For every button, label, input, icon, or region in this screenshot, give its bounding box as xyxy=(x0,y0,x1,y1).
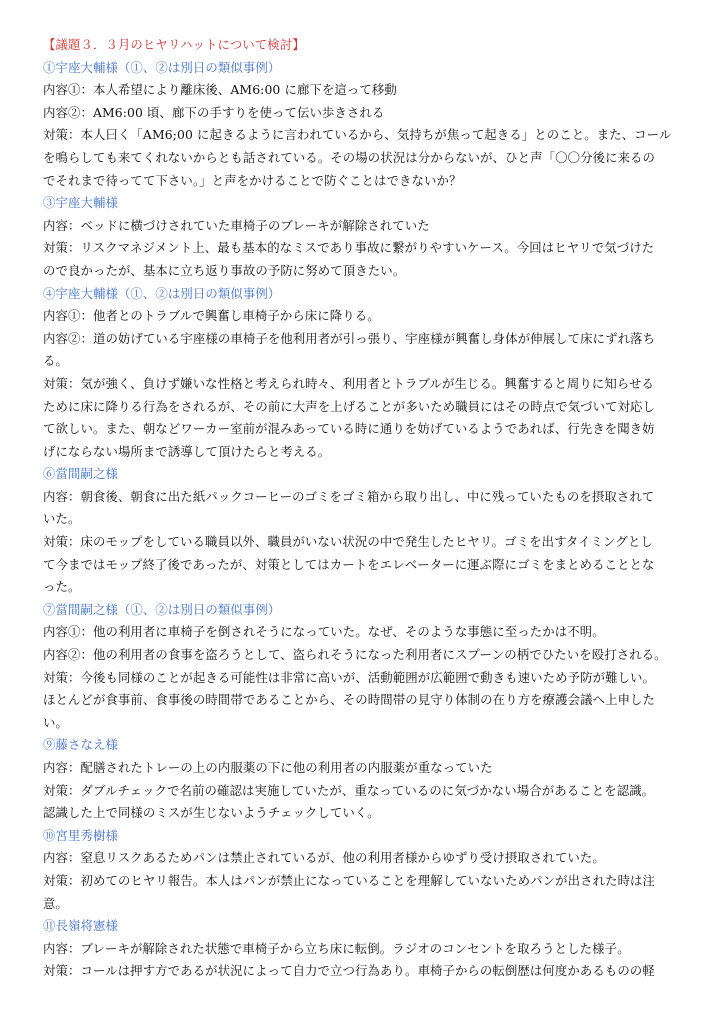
section-line: 認識した上で同様のミスが生じないようチェックしていく。 xyxy=(43,805,380,821)
section-heading: ⑪長嶺将憲様 xyxy=(43,918,118,934)
section-heading: ①宇座大輔様（①、②は別日の類似事例） xyxy=(43,59,281,75)
section-line: 内容②：他の利用者の食事を盗ろうとして、盗られそうになった利用者にスプーンの柄でひたいを殴打される。 xyxy=(43,647,667,663)
section xyxy=(43,463,685,599)
section-line: いた。 xyxy=(43,511,81,527)
section-line: 対策：今後も同様のことが起きる可能性は非常に高いが、活動範囲が広範囲で動きも速いため予防が難しい。 xyxy=(43,669,656,685)
section-line: 意。 xyxy=(43,895,68,911)
section-line: げにならない場所まで誘導して頂けたらと考える。 xyxy=(43,443,331,459)
section-line: 内容：ベッドに横づけされていた車椅子のブレーキが解除されていた xyxy=(43,217,430,233)
section-line: った。 xyxy=(43,579,81,595)
section-line: 対策：気が強く、負けず嫌いな性格と考えられ時々、利用者とトラブルが生じる。興奮すると周りに知らせる xyxy=(43,375,654,391)
section-heading: ⑦當間嗣之様（①、②は別日の類似事例） xyxy=(43,601,281,617)
section xyxy=(43,599,685,735)
section-line: ので良かったが、基本に立ち返り事故の予防に努めて頂きたい。 xyxy=(43,262,406,278)
section-line: 内容：朝食後、朝食に出た紙パックコーヒーのゴミをゴミ箱から取り出し、中に残っていたものを摂取されて xyxy=(43,488,655,504)
section xyxy=(43,734,685,824)
section-line: 対策：本人曰く「AM6;00 に起きるように言われているから、気持ちが焦って起きる」とのこと。また、コール xyxy=(43,127,672,143)
document-title: 【議題３．３月のヒヤリハットについて検討】 xyxy=(43,37,305,52)
section-line: 対策：リスクマネジメント上、最も基本的なミスであり事故に繋がりやすいケース。今回はヒヤリで気づけた xyxy=(43,240,655,256)
section-line: 内容②：AM6:00 頃、廊下の手すりを使って伝い歩きされる xyxy=(43,104,385,120)
section-heading: ⑥當間嗣之様 xyxy=(43,466,118,482)
section xyxy=(43,192,685,282)
section-line: 内容：配膳されたトレーの上の内服薬の下に他の利用者の内服薬が重なっていた xyxy=(43,760,493,775)
section-line: て今まではモップ終了後であったが、対策としてはカートをエレベーターに運ぶ際にゴミをまとめることとな xyxy=(43,556,655,572)
section-heading: ④宇座大輔様（①、②は別日の類似事例） xyxy=(43,285,281,301)
section xyxy=(43,57,685,193)
section-heading: ③宇座大輔様 xyxy=(43,195,118,211)
section-line: て欲しい。また、朝などワーカー室前が混みあっている時に通りを妨げているようであれば、行先きを聞き妨 xyxy=(43,421,655,437)
section-line: 内容①：他の利用者に車椅子を倒されそうになっていた。なぜ、そのような事態に至ったかは不明。 xyxy=(43,624,605,640)
document-page xyxy=(43,34,685,983)
section-line: 対策：初めてのヒヤリ報告。本人はパンが禁止になっていることを理解していないためパンが出された時は注 xyxy=(43,872,656,888)
section-line: 内容①：他者とのトラブルで興奮し車椅子から床に降りる。 xyxy=(43,308,380,324)
section-line: を鳴らしても来てくれないからとも話されている。その場の状況は分からないが、ひと声「〇〇分後に来るの xyxy=(43,149,656,165)
section-line: る。 xyxy=(43,353,68,369)
section-line: 内容：ブレーキが解除された状態で車椅子から立ち床に転倒。ラジオのコンセントを取ろうとした様子。 xyxy=(43,940,630,956)
section-heading: ⑩宮里秀樹様 xyxy=(43,827,118,843)
section-line: 対策：床のモップをしている職員以外、職員がいない状況の中で発生したヒヤリ。ゴミを出すタイミングとし xyxy=(43,534,653,550)
section-line: ほとんどが食事前、食事後の時間帯であることから、その時間帯の見守り体制の在り方を療護会議へ上申した xyxy=(43,692,656,708)
section-line: 内容：窒息リスクあるためパンは禁止されているが、他の利用者様からゆずり受け摂取されていた。 xyxy=(43,850,605,866)
section-line: 対策：ダブルチェックで名前の確認は実施していたが、重なっているのに気づかない場合があることを認識。 xyxy=(43,782,655,798)
section-line: 内容①：本人希望により離床後、AM6:00 に廊下を這って移動 xyxy=(43,82,397,98)
section-line: い。 xyxy=(43,714,68,730)
section xyxy=(43,825,685,915)
section-line: 内容②：道の妨げている宇座様の車椅子を他利用者が引っ張り、宇座様が興奮し身体が伸展して床にずれ落ち xyxy=(43,330,656,346)
section-heading: ⑨藤さなえ様 xyxy=(43,737,118,753)
section-line: でそれまで待ってて下さい。」と声をかけることで防ぐことはできないか？ xyxy=(43,172,462,188)
section-list xyxy=(43,57,685,983)
section xyxy=(43,283,685,464)
section-line: 対策：コールは押す方であるが状況によって自力で立つ行為あり。車椅子からの転倒歴は何度かあるものの軽 xyxy=(43,963,655,979)
section-line: ために床に降りる行為をされるが、その前に大声を上げることが多いため職員にはその時点で気づいて対応し xyxy=(43,398,656,414)
section xyxy=(43,915,685,983)
